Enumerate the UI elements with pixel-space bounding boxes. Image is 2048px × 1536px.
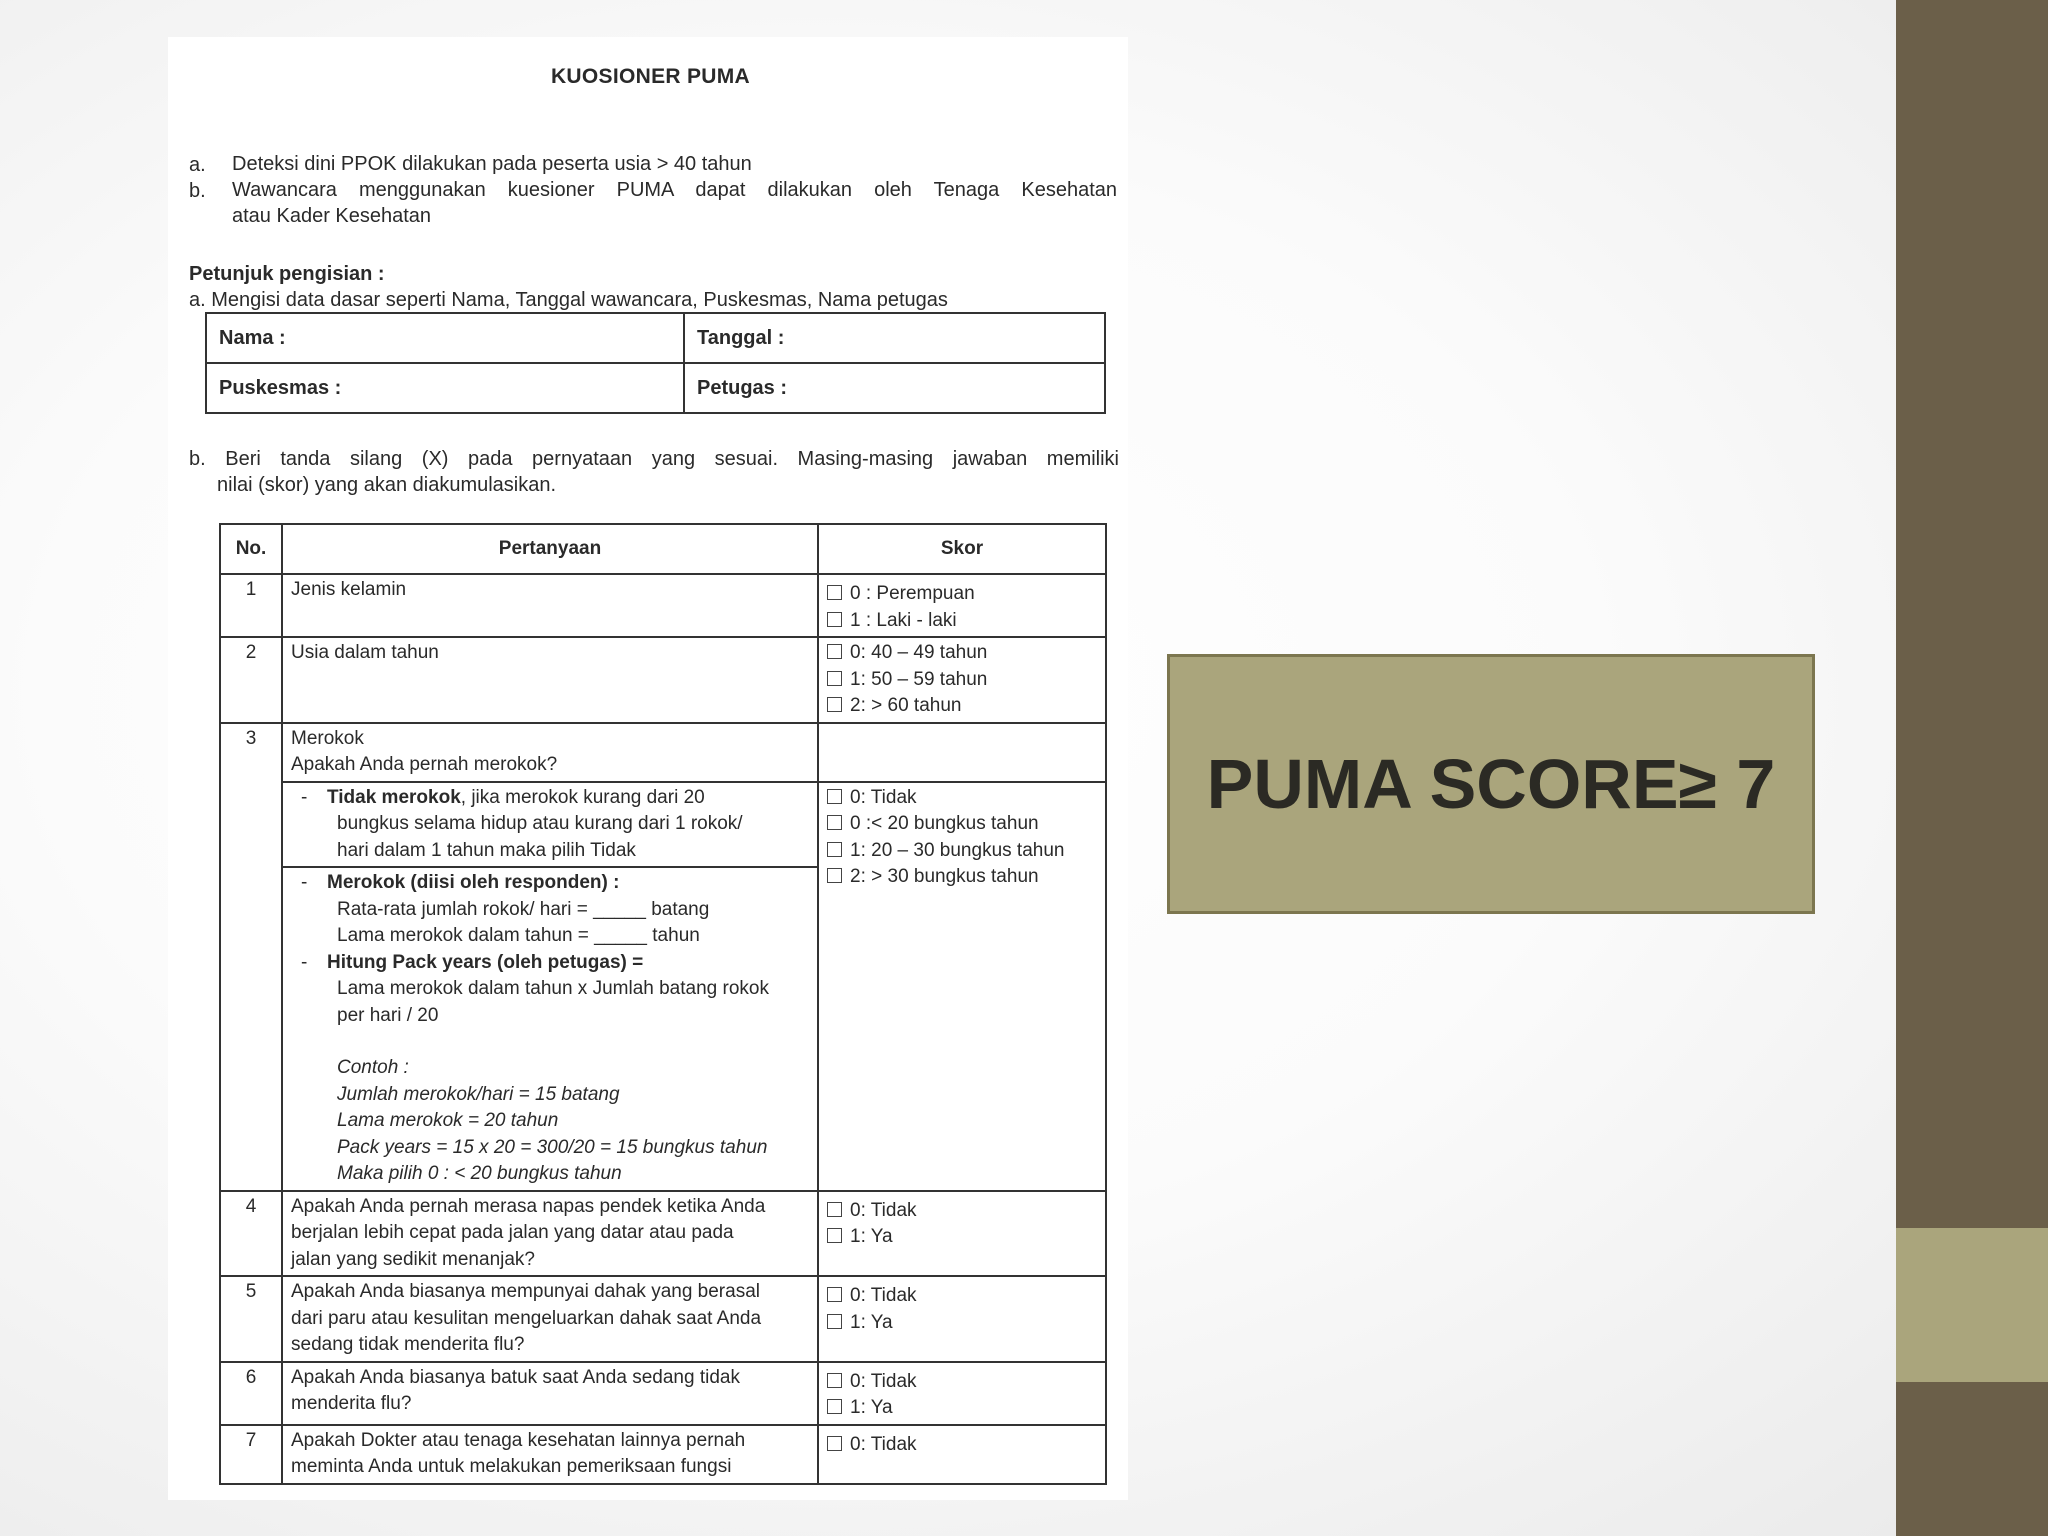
question-text: Merokok Apakah Anda pernah merokok? xyxy=(282,723,818,782)
puskesmas-field[interactable]: Puskesmas : xyxy=(206,363,684,413)
row-number: 3 xyxy=(220,723,282,782)
option[interactable]: 0: Tidak xyxy=(827,1369,1097,1396)
option[interactable]: 0: Tidak xyxy=(827,1283,1097,1310)
nama-field[interactable]: Nama : xyxy=(206,313,684,363)
score-options xyxy=(818,637,1106,723)
intro-b-text-cont: atau Kader Kesehatan xyxy=(232,205,432,227)
question-subitem: - Tidak merokok, jika merokok kurang dari 20 bungkus selama hidup atau kurang dari 1 rokok/ hari dalam 1 tahun maka pilih Tidak xyxy=(282,782,818,868)
checkbox-icon[interactable] xyxy=(827,671,842,686)
question-text: Apakah Anda biasanya mempunyai dahak yang berasal dari paru atau kesulitan mengeluarkan dahak saat Anda sedang tidak menderita flu? xyxy=(282,1276,818,1362)
table-row xyxy=(220,782,1106,868)
table-row xyxy=(220,1191,1106,1277)
petugas-field[interactable]: Petugas : xyxy=(684,363,1105,413)
score-options xyxy=(818,1362,1106,1425)
question-text: Jenis kelamin xyxy=(282,574,818,637)
questionnaire-document xyxy=(168,37,1128,1500)
checkbox-icon[interactable] xyxy=(827,842,842,857)
option[interactable]: 1: Ya xyxy=(827,1224,1097,1251)
table-header-row xyxy=(220,524,1106,574)
option[interactable]: 0: Tidak xyxy=(827,1432,1097,1459)
sidebar-accent-bottom xyxy=(1896,1382,2048,1536)
petunjuk-a: a. Mengisi data dasar seperti Nama, Tanggal wawancara, Puskesmas, Nama petugas xyxy=(189,289,948,311)
table-row xyxy=(220,574,1106,637)
sidebar-accent-top xyxy=(1896,0,2048,1228)
checkbox-icon[interactable] xyxy=(827,868,842,883)
table-row xyxy=(220,723,1106,782)
checkbox-icon[interactable] xyxy=(827,1314,842,1329)
question-text: Apakah Anda pernah merasa napas pendek ketika Anda berjalan lebih cepat pada jalan yang datar atau pada jalan yang sedikit menanjak? xyxy=(282,1191,818,1277)
basic-info-table xyxy=(205,312,1106,414)
question-subitem: - Merokok (diisi oleh responden) : Rata-rata jumlah rokok/ hari = _____ batang Lama merokok dalam tahun = _____ tahun - Hitung Pack years (oleh petugas) = Lama merokok dalam tahun x Jumlah batang rokok per hari / 20 Contoh : Jumlah merokok/hari = 15 batang Lama merokok = 20 tahun Pack years = 15 x 20 = 300/20 = 15 bungkus tahun Maka pilih 0 : < 20 bungkus tahun xyxy=(282,867,818,1191)
checkbox-icon[interactable] xyxy=(827,1373,842,1388)
intro-b-letter: b. xyxy=(189,180,206,202)
score-options xyxy=(818,1191,1106,1277)
option[interactable]: 2: > 60 tahun xyxy=(827,693,1097,720)
row-number: 6 xyxy=(220,1362,282,1425)
questions-table xyxy=(219,523,1107,1485)
row-number: 4 xyxy=(220,1191,282,1277)
question-text: Usia dalam tahun xyxy=(282,637,818,723)
row-number: 7 xyxy=(220,1425,282,1484)
checkbox-icon[interactable] xyxy=(827,1202,842,1217)
score-options xyxy=(818,1276,1106,1362)
intro-a-letter: a. xyxy=(189,154,206,176)
row-number: 5 xyxy=(220,1276,282,1362)
intro-b-text: Wawancara menggunakan kuesioner PUMA dapat dilakukan oleh Tenaga Kesehatan xyxy=(232,179,1117,201)
puma-score-text: PUMA SCORE≥ 7 xyxy=(1206,745,1776,823)
option[interactable]: 0: Tidak xyxy=(827,785,1097,812)
option[interactable]: 1: 20 – 30 bungkus tahun xyxy=(827,838,1097,865)
table-row xyxy=(220,1362,1106,1425)
option[interactable]: 2: > 30 bungkus tahun xyxy=(827,864,1097,891)
table-row xyxy=(220,1276,1106,1362)
score-options xyxy=(818,782,1106,1191)
row-number: 1 xyxy=(220,574,282,637)
option[interactable]: 1 : Laki - laki xyxy=(827,608,1097,635)
option[interactable]: 1: Ya xyxy=(827,1310,1097,1337)
header-skor: Skor xyxy=(818,524,1106,574)
checkbox-icon[interactable] xyxy=(827,612,842,627)
question-text: Apakah Anda biasanya batuk saat Anda sedang tidak menderita flu? xyxy=(282,1362,818,1425)
option[interactable]: 0 : Perempuan xyxy=(827,581,1097,608)
tanggal-field[interactable]: Tanggal : xyxy=(684,313,1105,363)
petunjuk-b-line1: b. Beri tanda silang (X) pada pernyataan yang sesuai. Masing-masing jawaban memiliki xyxy=(189,448,1119,470)
intro-a-text: Deteksi dini PPOK dilakukan pada peserta usia > 40 tahun xyxy=(232,153,752,175)
puma-score-box xyxy=(1167,654,1815,914)
checkbox-icon[interactable] xyxy=(827,1436,842,1451)
header-no: No. xyxy=(220,524,282,574)
score-options xyxy=(818,1425,1106,1484)
option[interactable]: 0 :< 20 bungkus tahun xyxy=(827,811,1097,838)
sidebar-accent-middle xyxy=(1896,1228,2048,1382)
option[interactable]: 1: 50 – 59 tahun xyxy=(827,667,1097,694)
header-pertanyaan: Pertanyaan xyxy=(282,524,818,574)
option[interactable]: 0: 40 – 49 tahun xyxy=(827,640,1097,667)
option[interactable]: 0: Tidak xyxy=(827,1198,1097,1225)
score-options xyxy=(818,574,1106,637)
checkbox-icon[interactable] xyxy=(827,697,842,712)
checkbox-icon[interactable] xyxy=(827,815,842,830)
checkbox-icon[interactable] xyxy=(827,1399,842,1414)
checkbox-icon[interactable] xyxy=(827,585,842,600)
checkbox-icon[interactable] xyxy=(827,1287,842,1302)
row-number: 2 xyxy=(220,637,282,723)
petunjuk-heading: Petunjuk pengisian : xyxy=(189,263,385,285)
option[interactable]: 1: Ya xyxy=(827,1395,1097,1422)
petunjuk-b-line2: nilai (skor) yang akan diakumulasikan. xyxy=(217,474,557,496)
score-empty xyxy=(818,723,1106,782)
checkbox-icon[interactable] xyxy=(827,644,842,659)
document-title: KUOSIONER PUMA xyxy=(550,65,751,88)
question-text: Apakah Dokter atau tenaga kesehatan lainnya pernah meminta Anda untuk melakukan pemeriksaan fungsi xyxy=(282,1425,818,1484)
checkbox-icon[interactable] xyxy=(827,1228,842,1243)
checkbox-icon[interactable] xyxy=(827,789,842,804)
table-row xyxy=(220,1425,1106,1484)
table-row xyxy=(220,637,1106,723)
